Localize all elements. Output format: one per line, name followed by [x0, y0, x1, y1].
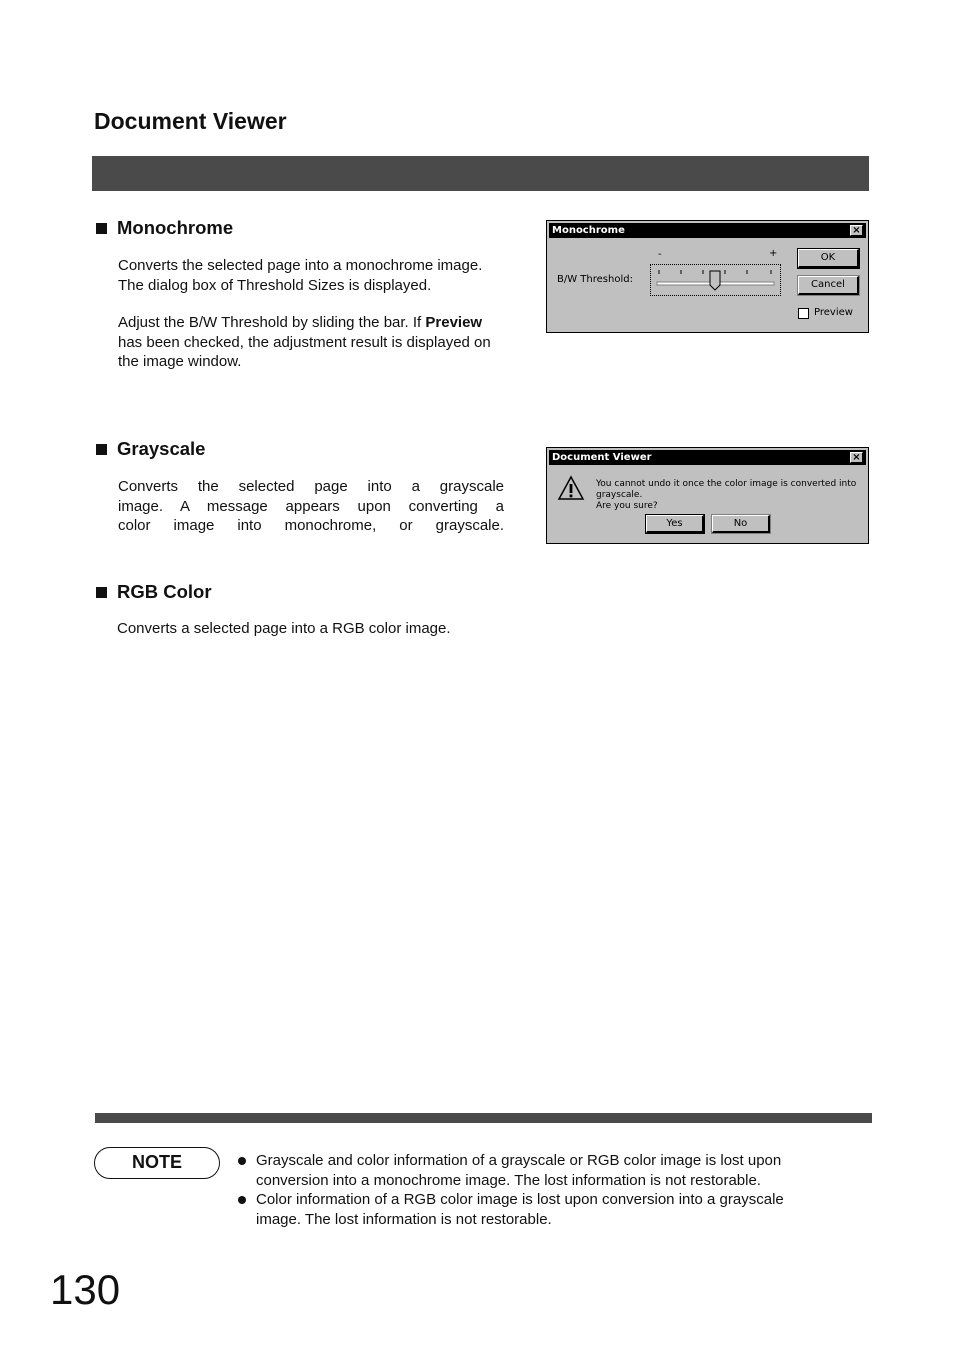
- monochrome-desc-line: The dialog box of Threshold Sizes is displayed.: [118, 276, 432, 294]
- bullet-icon: [238, 1157, 246, 1165]
- note-label: NOTE: [94, 1147, 220, 1179]
- dialog-message-line: You cannot undo it once the color image is converted into grayscale.: [596, 479, 857, 500]
- preview-bold-text: Preview: [425, 314, 483, 331]
- preview-checkbox[interactable]: [798, 308, 809, 319]
- page-title: Document Viewer: [94, 108, 287, 134]
- dialog-title: Document Viewer: [552, 452, 652, 463]
- dialog-titlebar: [549, 450, 866, 465]
- threshold-label: B/W Threshold:: [557, 274, 633, 285]
- slider-thumb[interactable]: [710, 271, 720, 290]
- square-bullet-icon: [96, 223, 107, 234]
- monochrome-heading: [96, 217, 233, 239]
- monochrome-adjust-description: [118, 313, 528, 372]
- rgb-heading: [96, 581, 212, 603]
- bullet-icon: [238, 1196, 246, 1204]
- square-bullet-icon: [96, 587, 107, 598]
- note-list: [238, 1151, 848, 1229]
- cancel-button[interactable]: Cancel: [798, 276, 859, 295]
- grayscale-desc-line: color image into monochrome, or grayscale.: [118, 517, 504, 534]
- monochrome-dialog: [546, 220, 869, 333]
- close-icon[interactable]: ×: [850, 225, 863, 236]
- dialog-title: Monochrome: [552, 225, 625, 236]
- ok-button[interactable]: OK: [798, 249, 859, 268]
- monochrome-description: [118, 256, 528, 295]
- plus-label: +: [769, 248, 778, 259]
- no-button[interactable]: No: [712, 515, 770, 533]
- grayscale-desc-line: Converts the selected page into a grayscale: [118, 478, 504, 495]
- close-icon[interactable]: ×: [850, 452, 863, 463]
- dialog-message: [596, 479, 866, 512]
- yes-button[interactable]: Yes: [646, 515, 704, 533]
- note-item: [238, 1151, 848, 1190]
- monochrome-heading-text: Monochrome: [117, 217, 234, 238]
- warning-icon: [557, 475, 585, 501]
- dialog-titlebar: [549, 223, 866, 238]
- note-item: [238, 1190, 848, 1229]
- slider-graphic: [651, 265, 780, 295]
- rgb-heading-text: RGB Color: [117, 581, 212, 602]
- grayscale-desc-line: image. A message appears upon converting a: [118, 497, 504, 515]
- confirm-dialog: [546, 447, 869, 544]
- monochrome-desc-line: Converts the selected page into a monochrome image.: [118, 257, 483, 274]
- adjust-text: Adjust the B/W Threshold by sliding the bar. If: [118, 314, 426, 331]
- note-line: Grayscale and color information of a grayscale or RGB color image is lost upon: [256, 1152, 782, 1169]
- grayscale-heading: [96, 438, 205, 460]
- grayscale-description: [118, 477, 504, 536]
- header-bar: [92, 156, 869, 191]
- minus-label: -: [658, 249, 662, 260]
- dialog-message-line: Are you sure?: [596, 501, 658, 511]
- page-number: 130: [50, 1266, 121, 1313]
- preview-label[interactable]: Preview: [814, 307, 853, 318]
- adjust-text-line: has been checked, the adjustment result is displayed on: [118, 333, 491, 351]
- footer-bar: [95, 1113, 872, 1123]
- adjust-text-line: the image window.: [118, 353, 242, 370]
- note-line: image. The lost information is not restorable.: [256, 1210, 552, 1228]
- square-bullet-icon: [96, 444, 107, 455]
- rgb-description: Converts a selected page into a RGB color image.: [117, 620, 451, 637]
- note-line: Color information of a RGB color image is lost upon conversion into a grayscale: [256, 1191, 784, 1208]
- threshold-slider[interactable]: [650, 264, 781, 296]
- note-line: conversion into a monochrome image. The lost information is not restorable.: [256, 1171, 761, 1189]
- grayscale-heading-text: Grayscale: [117, 438, 206, 459]
